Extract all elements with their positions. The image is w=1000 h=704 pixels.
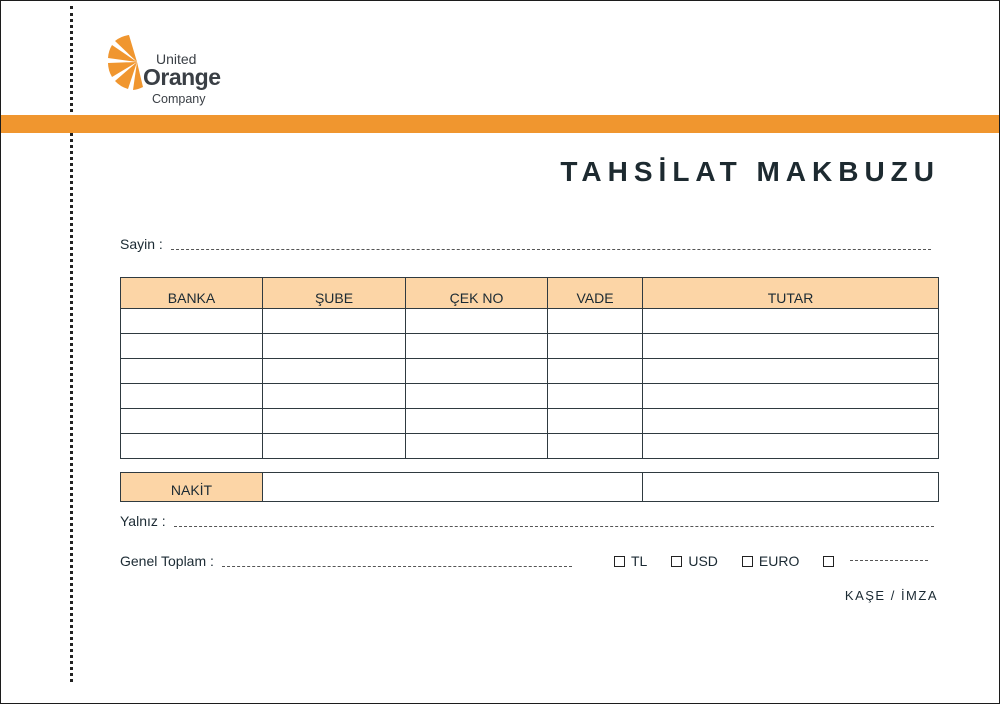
genel-toplam-label: Genel Toplam :	[120, 553, 214, 569]
sayin-row	[120, 236, 931, 252]
cash-table	[120, 472, 939, 502]
company-logo	[107, 32, 221, 112]
cell-banka[interactable]	[121, 409, 263, 434]
cell-tutar[interactable]	[643, 309, 939, 334]
stamp-signature-label: KAŞE / İMZA	[844, 588, 938, 603]
cell-vade[interactable]	[548, 359, 643, 384]
cell-tutar[interactable]	[643, 434, 939, 459]
cell-tutar[interactable]	[643, 359, 939, 384]
cell-cek-no[interactable]	[406, 359, 548, 384]
table-row	[121, 384, 939, 409]
cash-row	[121, 473, 939, 502]
orange-slice-icon	[107, 32, 147, 92]
header-tutar: TUTAR	[643, 278, 939, 309]
currency-option-usd[interactable]	[671, 553, 718, 569]
currency-label: USD	[688, 553, 718, 569]
perforation-line	[70, 6, 73, 682]
cell-tutar[interactable]	[643, 384, 939, 409]
currency-option-tl[interactable]	[614, 553, 647, 569]
cell-vade[interactable]	[548, 334, 643, 359]
cash-note-cell[interactable]	[643, 473, 939, 502]
orange-header-stripe	[1, 115, 999, 133]
cell-cek-no[interactable]	[406, 309, 548, 334]
currency-label: EURO	[758, 553, 800, 569]
cell-cek-no[interactable]	[406, 334, 548, 359]
other-currency-field[interactable]	[850, 559, 928, 561]
cheque-table	[120, 277, 939, 459]
currency-options	[614, 553, 928, 569]
genel-toplam-row	[120, 553, 572, 569]
cell-vade[interactable]	[548, 384, 643, 409]
cell-cek-no[interactable]	[406, 384, 548, 409]
cell-vade[interactable]	[548, 309, 643, 334]
table-row	[121, 359, 939, 384]
sayin-label: Sayin :	[120, 236, 163, 252]
cell-cek-no[interactable]	[406, 409, 548, 434]
cell-sube[interactable]	[263, 359, 406, 384]
logo-text-united: United	[156, 51, 197, 67]
sayin-field[interactable]	[171, 248, 931, 250]
cell-sube[interactable]	[263, 309, 406, 334]
currency-option-other[interactable]	[823, 556, 928, 567]
cash-amount-cell[interactable]	[263, 473, 643, 502]
yalniz-field[interactable]	[174, 525, 934, 527]
cell-vade[interactable]	[548, 434, 643, 459]
checkbox-icon[interactable]	[823, 556, 834, 567]
logo-text-orange: Orange	[143, 64, 221, 90]
cell-banka[interactable]	[121, 309, 263, 334]
cell-banka[interactable]	[121, 359, 263, 384]
header-banka: BANKA	[121, 278, 263, 309]
cell-banka[interactable]	[121, 384, 263, 409]
checkbox-icon[interactable]	[614, 556, 625, 567]
header-sube: ŞUBE	[263, 278, 406, 309]
cell-sube[interactable]	[263, 409, 406, 434]
cell-tutar[interactable]	[643, 409, 939, 434]
header-vade: VADE	[548, 278, 643, 309]
table-row	[121, 409, 939, 434]
cell-tutar[interactable]	[643, 334, 939, 359]
currency-label: TL	[631, 553, 648, 569]
cell-banka[interactable]	[121, 434, 263, 459]
currency-option-euro[interactable]	[742, 553, 799, 569]
yalniz-row	[120, 513, 934, 529]
cell-cek-no[interactable]	[406, 434, 548, 459]
table-row	[121, 434, 939, 459]
cell-banka[interactable]	[121, 334, 263, 359]
checkbox-icon[interactable]	[671, 556, 682, 567]
cell-sube[interactable]	[263, 334, 406, 359]
genel-toplam-field[interactable]	[222, 565, 572, 567]
yalniz-label: Yalnız :	[120, 513, 166, 529]
cell-sube[interactable]	[263, 384, 406, 409]
logo-text-company: Company	[152, 92, 206, 106]
cell-vade[interactable]	[548, 409, 643, 434]
cell-sube[interactable]	[263, 434, 406, 459]
table-row	[121, 309, 939, 334]
table-header-row	[121, 278, 939, 309]
checkbox-icon[interactable]	[742, 556, 753, 567]
document-title: TAHSİLAT MAKBUZU	[560, 156, 940, 187]
cash-label: NAKİT	[121, 473, 263, 502]
table-row	[121, 334, 939, 359]
header-cek-no: ÇEK NO	[406, 278, 548, 309]
